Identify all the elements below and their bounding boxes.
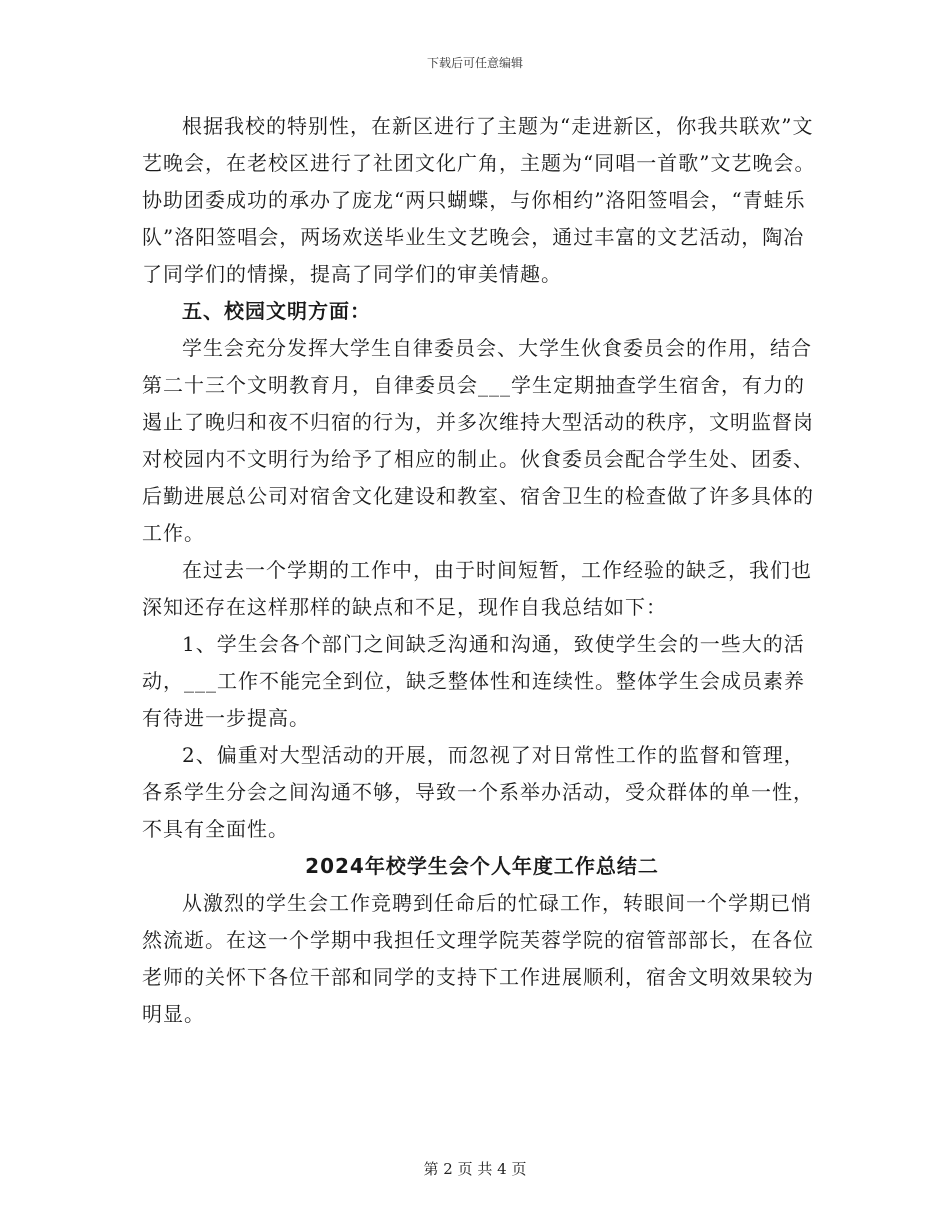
paragraph-shortcoming-2: 2、偏重对大型活动的开展，而忽视了对日常性工作的监督和管理，各系学生分会之间沟通不够，导致一个系举办活动，受众群体的单一性，不具有全面性。 <box>142 743 814 841</box>
page-number: 第 2 页 共 4 页 <box>423 1160 527 1178</box>
paragraph-dorm-management: 从激烈的学生会工作竞聘到任命后的忙碌工作，转眼间一个学期已悄然流逝。在这一个学期中我担任文理学院芙蓉学院的宿管部部长，在各位老师的关怀下各位干部和同学的支持下工作进展顺利，宿舍文明效果较为明显。 <box>142 891 814 1026</box>
section-heading-campus-civility: 五、校园文明方面： <box>182 299 371 323</box>
page-header: 下载后可任意编辑 <box>426 56 523 70</box>
paragraph-self-discipline-committee: 学生会充分发挥大学生自律委员会、大学生伙食委员会的作用，结合第二十三个文明教育月，自律委员会___学生定期抽查学生宿舍，有力的遏止了晚归和夜不归宿的行为，并多次维持大型活动的秩序，文明监督岗对校园内不文明行为给予了相应的制止。伙食委员会配合学生处、团委、后勤进展总公司对宿舍文化建设和教室、宿舍卫生的检查做了许多具体的工作。 <box>142 336 814 545</box>
section-title-summary-two: 2024年校学生会个人年度工作总结二 <box>305 854 659 878</box>
paragraph-self-summary-intro: 在过去一个学期的工作中，由于时间短暂，工作经验的缺乏，我们也深知还存在这样那样的缺点和不足，现作自我总结如下： <box>142 558 812 619</box>
paragraph-shortcoming-1: 1、学生会各个部门之间缺乏沟通和沟通，致使学生会的一些大的活动，___工作不能完全到位，缺乏整体性和连续性。整体学生会成员素养有待进一步提高。 <box>142 632 805 730</box>
document-body <box>142 108 822 1033</box>
paragraph-art-activities: 根据我校的特别性，在新区进行了主题为“走进新区，你我共联欢”文艺晚会，在老校区进行了社团文化广角，主题为“同唱一首歌”文艺晚会。协助团委成功的承办了庞龙“两只蝴蝶，与你相约”洛阳签唱会，“青蛙乐队”洛阳签唱会，两场欢送毕业生文艺晚会，通过丰富的文艺活动，陶冶了同学们的情操，提高了同学们的审美情趣。 <box>142 114 816 286</box>
